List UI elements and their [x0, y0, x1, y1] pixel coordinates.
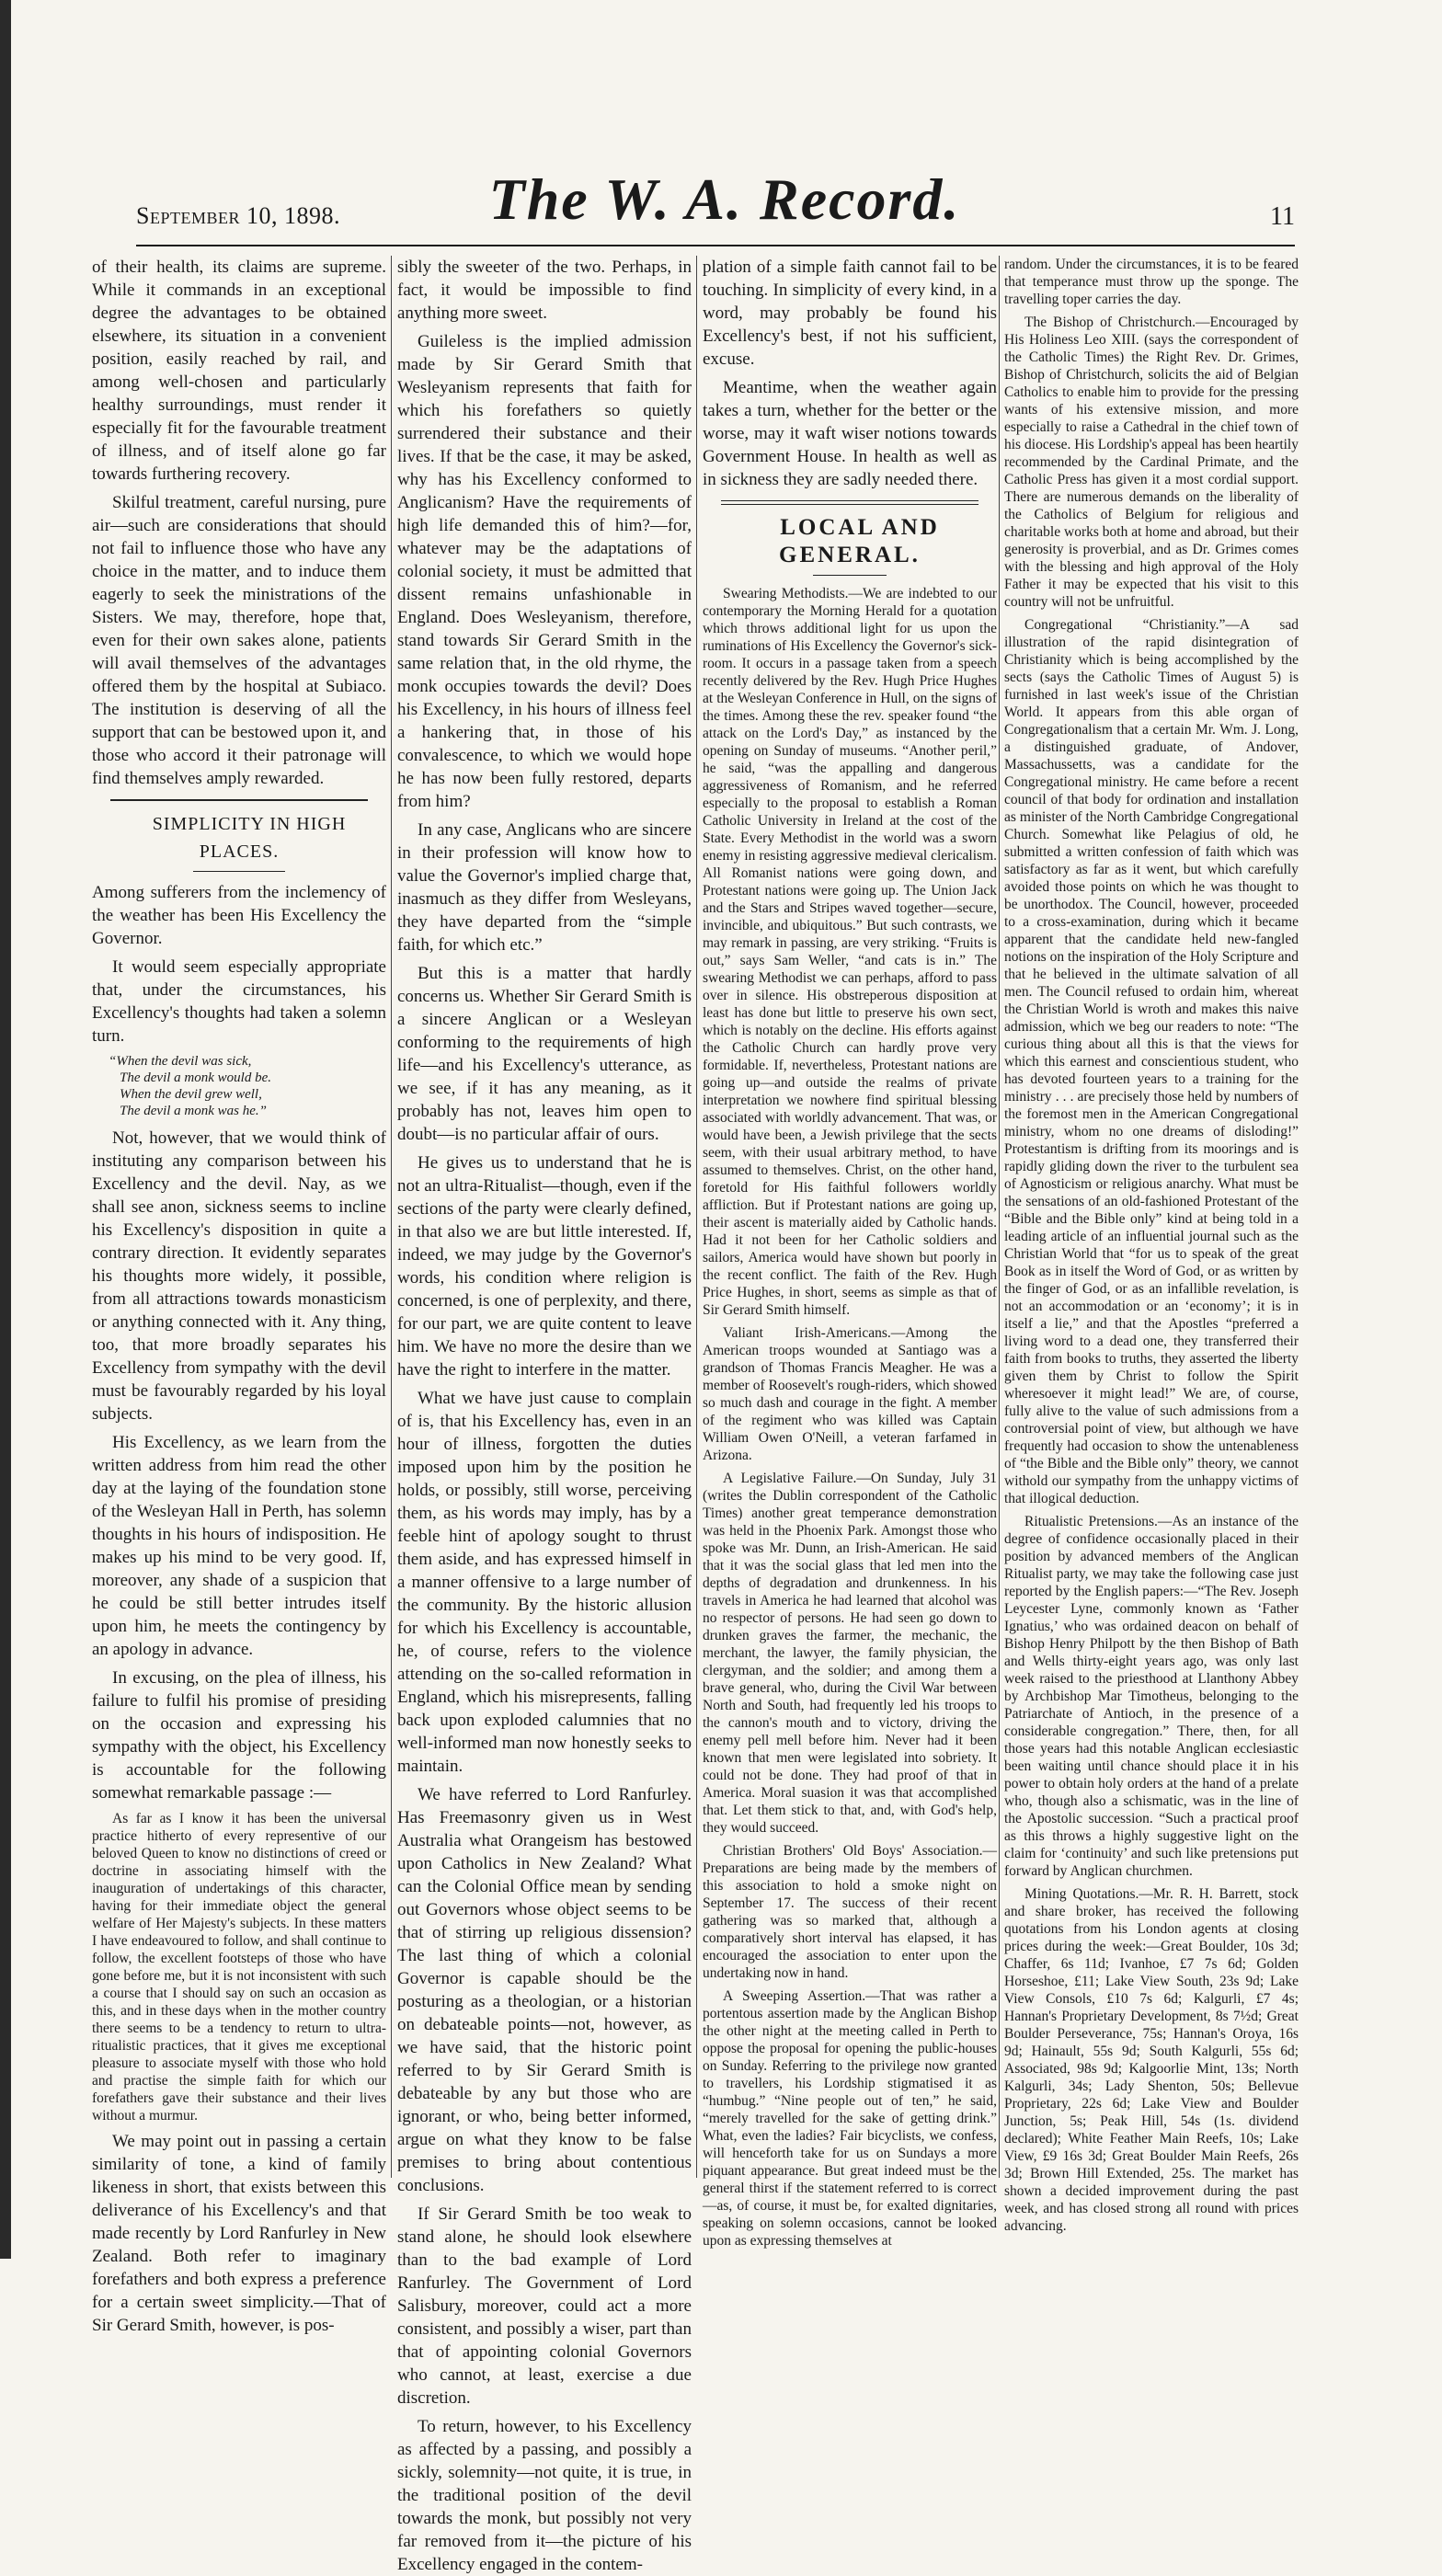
paragraph: What we have just cause to complain of is, that his Excellency has, even in an hour of illness, forgotten the duties imposed upon him by the position he holds, or possibly, still worse, perceiving them, as his words may imply, has by a feeble hint of apology sought to thrust them aside, and has expressed himself in a manner offensive to a large number of the community. By the historic allusion for which his Excellency is accountable, he, of course, refers to the violence attending on the so-called reformation in England, which his misrepresents, falling back upon exploded calumnies that no well-informed man now honestly seeks to maintain.	[397, 1389, 692, 1776]
news-item: Mining Quotations.—Mr. R. H. Barrett, stock and share broker, has received the following quotations from his London agents at closing prices during the week:—Great Boulder, 10s 3d; Chaffer, 6s 11d; Ivanhoe, £7 7s 6d; Golden Horseshoe, £11; Lake View South, 23s 9d; Lake View Consols, £10 7s 6d; Kalgurli, £7 4s; Hannan's Proprietary Development, 8s 7½d; Great Boulder Perseverance, 75s; Hannan's Oroya, 16s 9d; Hainault, 55s 9d; South Kalgurli, 55s 6d; Associated, 98s 9d; Kalgoorlie Mint, 13s; North Kalgurli, 34s; Lady Shenton, 50s; Bellevue Proprietary, 22s 6d; Lake View and Boulder Junction, 5s; Peak Hill, 54s (1s. dividend declared); White Feather Main Reefs, 10s; Lake View, £9 16s 3d; Great Boulder Main Reefs, 26s 3d; Brown Hill Extended, 25s. The market has shown a decided improvement during the past week, and has closed strong all round with prices advancing.	[1004, 1886, 1299, 2234]
verse-line: When the devil grew well,	[120, 1087, 262, 1102]
paragraph: In any case, Anglicans who are sincere in their profession will know how to value the Governor's implied charge that, inasmuch as they differ from Wesleyans, they have departed from the “simple faith, for which etc.”	[397, 820, 692, 955]
news-item: A Sweeping Assertion.—That was rather a portentous assertion made by the Anglican Bishop the other night at the meeting called in Perth to oppose the proposal for opening the public-houses on Sunday. Referring to the privilege now granted to travellers, his Lordship stigmatised it as “humbug.” “Nine people out of ten,” he said, “merely travelled for the sake of getting drink.” What, even the ladies? Fair bicyclists, we confess, will henceforth take for us on Sundays a more piquant appearance. But great indeed must be the general thirst if the statement referred to is correct—as, of course, it must be, for exalted dignitaries, speaking on solemn occasions, cannot be looked upon as expressing themselves at	[703, 1988, 997, 2249]
paragraph: Not, however, that we would think of instituting any comparison between his Excellency and the devil. Nay, as we shall see anon, sickness seems to incline his Excellency's disposition in quite a contrary direction. It evidently separates his thoughts more widely, it possible, from all attractions towards monasticism or anything connected with it. Any thing, too, that more broadly separates his Excellency from sympathy with the devil must be favourably regarded by his loyal subjects.	[92, 1128, 386, 1424]
news-item: A Legislative Failure.—On Sunday, July 31 (writes the Dublin correspondent of the Catholic Times) another great temperance demonstration was held in the Phoenix Park. Amongst those who spoke was Mr. Dunn, an Irish-American. He said that it was the social glass that led men into the depths of degradation and drunkenness. In his travels in America he had learned that alcohol was no respector of persons. He had seen go down to drunken graves the farmer, the mechanic, the merchant, the lawyer, the family physician, the clergyman, and the soldier; and among them a brave general, who, during the Civil War between North and South, had frequently led his troops to the cannon's mouth and to victory, driving the enemy pell mell before him. Never had it been known that men were legislated into sobriety. It could not be done. They had proof of that in America. Moral suasion it was that accomplished that. Let them stick to that, and, with God's help, they would succeed.	[703, 1471, 997, 1836]
news-item: Christian Brothers' Old Boys' Association.—Preparations are being made by the members of this association to hold a smoke night on September 17. The success of their recent gathering was so marked that, although a comparatively short interval has elapsed, it has encouraged the association to enter upon the undertaking now in hand.	[703, 1843, 997, 1981]
paragraph: But this is a matter that hardly concerns us. Whether Sir Gerard Smith is a sincere Anglican or a Wesleyan conforming to the requirements of high life—and his Excellency's utterance, as we see, if it has any meaning, as it probably has not, leaves him open to doubt—is no particular affair of ours.	[397, 964, 692, 1144]
paragraph: He gives us to understand that he is not an ultra-Ritualist—though, even if the sections of the party were clearly defined, in that also we are but little interested. If, indeed, we may judge by the Governor's words, his condition where religion is concerned, is one of perplexity, and there, for our part, we are quite content to leave him. We have no more the desire than we have the right to interfere in the matter.	[397, 1153, 692, 1380]
verse-line: The devil a monk was he.”	[120, 1104, 267, 1118]
issue-date: September 10, 1898.	[136, 202, 340, 229]
scan-edge	[0, 0, 11, 2259]
paragraph: of their health, its claims are supreme. While it commands in an exceptional degree the advantages to be obtained elsewhere, its situation in a convenient position, easily reached by rail, and among well-chosen and particularly healthy surroundings, must render it especially fit for the favourable treatment of illness, and of itself alone go far towards furthering recovery.	[92, 258, 386, 484]
section-separator	[110, 799, 368, 801]
paragraph: plation of a simple faith cannot fail to be touching. In simplicity of every kind, in a word, may probably be found his Excellency's best, if not his sufficient, excuse.	[703, 258, 997, 369]
paragraph: Guileless is the implied admission made by Sir Gerard Smith that Wesleyanism represents that faith for which his forefathers so quietly surrendered their substance and their lives. If that be the case, it may be asked, why has his Excellency conformed to Anglicanism? Have the requirements of high life demanded this of him?—for, whatever may be the adaptations of colonial society, it must be admitted that dissent remains unfashionable in England. Does Wesleyanism, therefore, stand towards Sir Gerard Smith in the same relation that, in the old rhyme, the monk occupies towards the devil? Does his Excellency, in his hours of illness feel a hankering that, in those of his convalescence, to which we would hope he has now been fully restored, departs from him?	[397, 332, 692, 811]
paragraph: Skilful treatment, careful nursing, pure air—such are considerations that should not fail to influence those who have any choice in the matter, and to induce them eagerly to seek the ministrations of the Sisters. We may, therefore, hope that, even for their own sakes alone, patients will avail themselves of the advantages offered them by the hospital at Subiaco. The institution is deserving of all the support that can be bestowed upon it, and those who accord it their patronage will find themselves amply rewarded.	[92, 493, 386, 788]
verse	[109, 1053, 386, 1119]
paragraph: sibly the sweeter of the two. Perhaps, in fact, it would be impossible to find anything more sweet.	[397, 258, 692, 323]
verse-line: “When the devil was sick,	[109, 1054, 252, 1069]
news-item: Congregational “Christianity.”—A sad illustration of the rapid disintegration of Christianity which is being accomplished by the sects (says the Catholic Times of August 5) is furnished in last week's issue of the Christian World. It appears from this able organ of Congregationalism that a certain Mr. Wm. J. Long, a distinguished graduate, of Andover, Massachussetts, was a candidate for the Congregational ministry. He came before a recent council of that body for ordination and installation as minister of the North Cambridge Congregational Church. Somewhat like Pelagius of old, he submitted a written confession of faith which was satisfactory as far as it went, but which carefully avoided those points on which he was thought to be unorthodox. The Council, however, proceeded to a cross-examination, during which it became apparent that the candidate held new-fangled notions on the inspiration of the Holy Scripture and that he believed in the ultimate salvation of all men. The Council refused to ordain him, whereat the Christian World is wroth and makes this naive admission, which we beg our readers to note: “The curious thing about all this is that the views for which this earnest and conscientious student, who has devoted fourteen years to a training for the ministry . . . are precisely those held by numbers of the foremost men in the American Congregational ministry, whom no one dreams of disloding!” Protestantism is drifting from its moorings and is rapidly gliding down the river to the turbulent sea of Agnosticism or religious anarchy. What must be the sensations of an old-fashioned Protestant of the “Bible and the Bible only” kind at being told in a leading article of an influential journal such as the Christian World that “for us to speak of the great Book as in itself the Word of God, or as written by the finger of God, or as an infallible revelation, is not an accommodation or an ‘economy’; it is in itself a lie,” and that the Apostles “preferred a living word to a dead one, they transferred their faith from books to truths, they asserted the liberty given them by Christ to follow the Spirit wheresoever it might lead!” We are, of course, fully alive to the value of such admissions from a controversial point of view, but although we have frequently had occasion to show the untenableness of “the Bible and the Bible only” theory, we cannot withold our sympathy from the unhappy victims of that illogical deduction.	[1004, 617, 1299, 1506]
verse-line: The devil a monk would be.	[120, 1070, 271, 1085]
column-rule	[391, 256, 392, 2178]
column-2	[397, 256, 692, 2574]
section-separator	[721, 500, 978, 505]
news-item: Valiant Irish-Americans.—Among the American troops wounded at Santiago was a grandson of Thomas Francis Meagher. He was a member of Roosevelt's rough-riders, which showed so much dash and courage in the fight. A member of the regiment who was killed was Captain William Owen O'Neill, a veteran farfamed in Arizona.	[703, 1325, 997, 1463]
news-item: random. Under the circumstances, it is to be feared that temperance must throw up the sponge. The travelling toper carries the day.	[1004, 257, 1299, 307]
page-number: 11	[1270, 202, 1295, 231]
section-separator	[193, 871, 285, 872]
column-4	[1004, 256, 1299, 2234]
article-heading: SIMPLICITY IN HIGH PLACES.	[152, 814, 347, 862]
section-heading: LOCAL AND GENERAL.	[779, 515, 940, 567]
paragraph: In excusing, on the plea of illness, his failure to fulfil his promise of presiding on the occasion and expressing his sympathy with the object, his Excellency is accountable for the following somewhat remarkable passage :—	[92, 1668, 386, 1803]
paragraph: To return, however, to his Excellency as affected by a passing, and possibly a sickly, solemnity—not quite, it is true, in the traditional position of the devil towards the monk, but possibly not very far removed from it—the picture of his Excellency engaged in the contem-	[397, 2417, 692, 2574]
paragraph: It would seem especially appropriate that, under the circumstances, his Excellency's thoughts had taken a solemn turn.	[92, 957, 386, 1046]
newspaper-title: The W. A. Record.	[488, 166, 961, 232]
masthead-rule	[136, 245, 1295, 246]
news-item: The Bishop of Christchurch.—Encouraged by His Holiness Leo XIII. (says the correspondent of the Catholic Times) the Right Rev. Dr. Grimes, Bishop of Christchurch, solicits the aid of Belgian Catholics to enable him to provide for the pressing wants of his extensive mission, and more especially to raise a Cathedral in the chief town of his diocese. His Lordship's appeal has been heartily recommended by the Cardinal Primate, and the Catholic Press has given it a most cordial support. There are numerous demands on the liberality of the Catholics of Belgium for religious and charitable works both at home and abroad, but their generosity is proverbial, and as Dr. Grimes comes with the blessing and high approval of the Holy Father it may be expected that his visit to this country will not be unfruitful.	[1004, 315, 1299, 610]
section-separator	[813, 575, 887, 576]
paragraph: His Excellency, as we learn from the written address from him read the other day at the laying of the foundation stone of the Wesleyan Hall in Perth, has solemn thoughts in his hours of indisposition. He makes up his mind to be very good. If, moreover, any shade of a suspicion that he could be still better intrudes itself upon him, he meets the contingency by an apology in advance.	[92, 1433, 386, 1659]
masthead	[136, 166, 1295, 237]
paragraph: Among sufferers from the inclemency of the weather has been His Excellency the Governor.	[92, 883, 386, 948]
news-item: Ritualistic Pretensions.—As an instance of the degree of confidence occasionally placed in their position by advanced members of the Anglican Ritualist party, we may take the following case just reported by the English papers:—“The Rev. Joseph Leycester Lyne, commonly known as ‘Father Ignatius,’ who was ordained deacon on behalf of Bishop Henry Philpott by the then Bishop of Bath and Wells thirty-eight years ago, was only last week raised to the priesthood at Llanthony Abbey by Archbishop Mar Timotheus, belonging to the Patriarchate of Antioch, in the presence of a considerable congregation.” There, then, for all those years had this notable Anglican ecclesiastic been waiting until chance should place it in his power to obtain holy orders at the hand of a prelate who, though also a schismatic, was in the line of the Apostolic succession. “Such a practical proof as this throws a highly suggestive light on the claim for ‘continuity’ and such like pretensions put forward by Anglican churchmen.	[1004, 1514, 1299, 1879]
column-rule	[696, 256, 697, 2178]
news-item: Swearing Methodists.—We are indebted to our contemporary the Morning Herald for a quotation which throws additional light for us upon the ruminations of His Excellency the Governor's sick-room. It occurs in a passage taken from a speech recently delivered by the Rev. Hugh Price Hughes at the Wesleyan Conference in Hull, on the signs of the times. Among these the rev. speaker found “the attack on the Lord's Day,” as instanced by the opening on Sunday of museums. “Another peril,” he said, “was the appalling and dangerous aggressiveness of Romanism, and he referred especially to the proposal to establish a Roman Catholic University in Ireland at the cost of the State. Every Methodist in the world was a sworn enemy in resisting aggressive medieval clericalism. All Romanist nations were going down, and Protestant nations were going up. The Union Jack and the Stars and Stripes waved together—secure, invincible, and ubiquitous.” But such contrasts, we may remark in passing, are very striking. “Fruits is out,” says Sam Weller, “and cats is in.” The swearing Methodist we can perhaps, afford to pass over in silence. His obstreperous disposition at least has done but little to preserve his own sect, which is notably on the decline. His efforts against the Catholic Church can hardly prove very formidable. If, nevertheless, Protestant nations are going up—and outside the realms of private interpretation we nowhere find spiritual blessing associated with worldly advancement. That was, or would have been, a Jewish privilege that the sects seem, with their usual arbitrary method, to have assumed to themselves. Christ, on the other hand, foretold for His faithful followers worldly affliction. But if Protestant nations are going up, their ascent is materially aided by Catholic hands. Had it not been for her Catholic soldiers and sailors, America would have shown but poorly in the recent conflict. The faith of the Rev. Hugh Price Hughes, in short, seems as simple as that of Sir Gerard Smith himself.	[703, 586, 997, 1318]
paragraph: We may point out in passing a certain similarity of tone, a kind of family likeness in short, that exists between this deliverance of his Excellency's and that made recently by Lord Ranfurley in New Zealand. Both refer to imaginary forefathers and both express a preference for a certain sweet simplicity.—That of Sir Gerard Smith, however, is pos-	[92, 2132, 386, 2335]
paragraph: If Sir Gerard Smith be too weak to stand alone, he should look elsewhere than to the bad example of Lord Ranfurley. The Government of Lord Salisbury, moreover, could act a more consistent, and possibly a wiser, part than that of appointing colonial Governors who cannot, at least, exercise a due discretion.	[397, 2204, 692, 2408]
column-3	[703, 256, 997, 2249]
block-quote: As far as I know it has been the universal practice hitherto of every representive of our beloved Queen to know no distinctions of creed or doctrine in associating himself with the inauguration of undertakings of this character, having for their immediate object the general welfare of Her Majesty's subjects. In these matters I have endeavoured to follow, and shall continue to follow, the excellent footsteps of those who have gone before me, but it is not inconsistent with such a course that I should say on such an occasion as this, and in these days when in the mother country there seems to be a tendency to return to ultra-ritualistic practices, that it gives me exceptional pleasure to associate myself with those who hold and practise the simple faith for which our forefathers gave their substance and their lives without a murmur.	[92, 1811, 386, 2124]
column-rule	[999, 256, 1000, 2178]
paragraph: Meantime, when the weather again takes a turn, whether for the better or the worse, may it waft wiser notions towards Government House. In health as well as in sickness they are sadly needed there.	[703, 378, 997, 489]
column-1	[92, 256, 386, 2335]
paragraph: We have referred to Lord Ranfurley. Has Freemasonry given us in West Australia what Orangeism has bestowed upon Catholics in New Zealand? What can the Colonial Office mean by sending out Governors whose object seems to be that of stirring up religious dissension? The last thing of which a colonial Governor is capable should be the posturing as a theologian, or a historian on debateable points—not, however, as we have said, that the historic point referred to by Sir Gerard Smith is debateable by any but those who are ignorant, or who, being better informed, argue on what they know to be false premises to bring about contentious conclusions.	[397, 1785, 692, 2195]
